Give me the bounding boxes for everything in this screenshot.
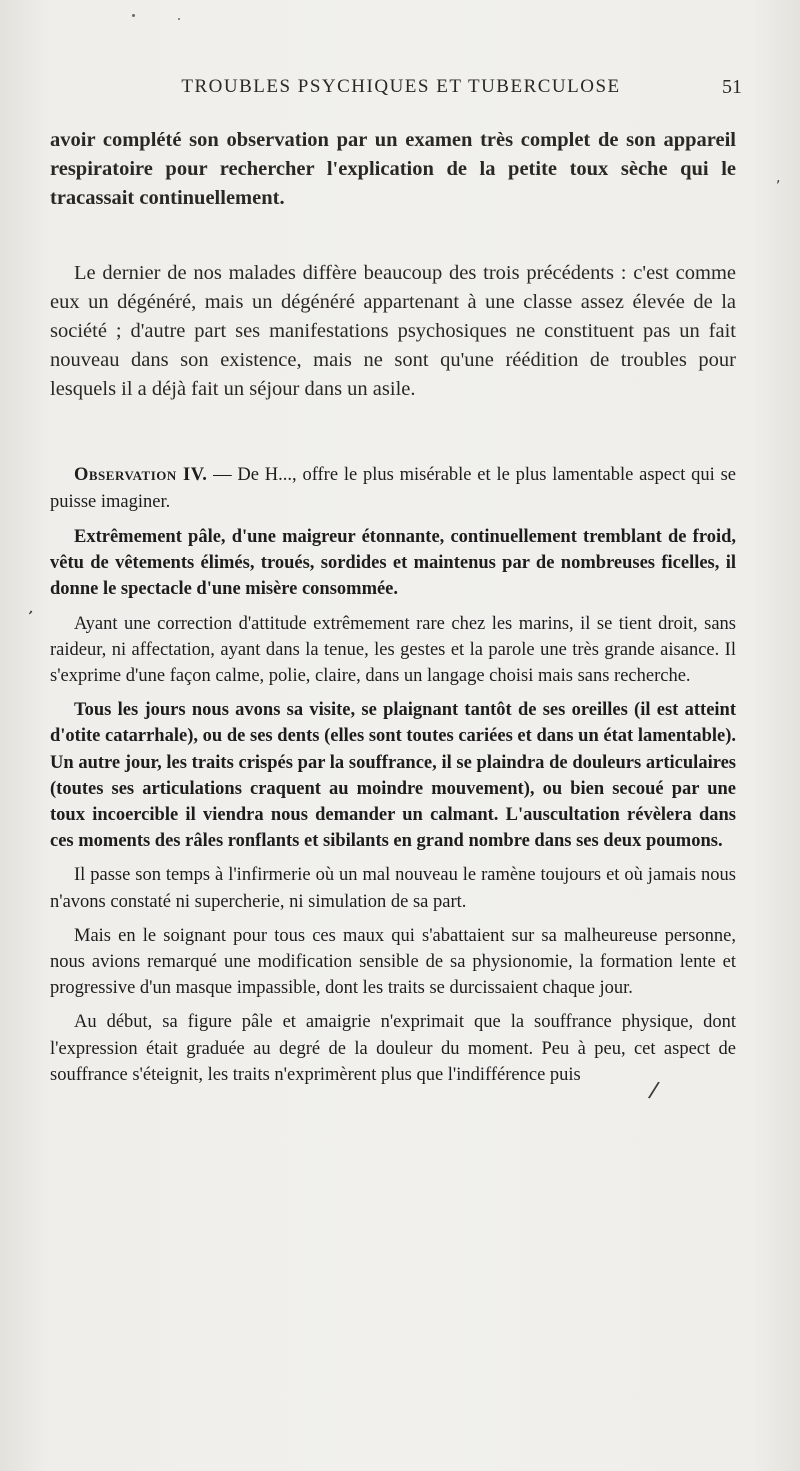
observation-paragraph-complaints: Tous les jours nous avons sa visite, se plaignant tantôt de ses oreilles (il est atteint d'otite catarrhale), ou de ses dents (elles sont toutes cariées et dans un état lamentable). Un autre jour, les traits crispés par la souffrance, il se plaindra de douleurs articulaires (toutes ses articulations craquent au moindre mouvement), ou bien secoué par une toux incoercible il viendra nous demander un calmant. L'auscultation révèlera dans ces moments des râles ronflants et sibilants en grand nombre dans ses deux poumons.	[50, 700, 736, 852]
observation-paragraph-infirmary: Il passe son temps à l'infirmerie où un mal nouveau le ramène toujours et où jamais nous n'avons constaté ni supercherie, ni simulation de sa part.	[50, 865, 736, 912]
pencil-mark: /	[646, 1077, 661, 1104]
page-number: 51	[722, 76, 742, 98]
observation-label: Observation IV.	[74, 465, 208, 485]
observation-paragraph-appearance: Extrêmement pâle, d'une maigreur étonnante, continuellement tremblant de froid, vêtu de vêtements élimés, troués, sordides et maintenus par de nombreuses ficelles, il donne le spectacle d'une misère consommée.	[50, 527, 736, 600]
observation-paragraph-bearing: Ayant une correction d'attitude extrêmement rare chez les marins, il se tient droit, sans raideur, ni affectation, ayant dans la tenue, les gestes et la parole une très grande aisance. Il s'exprime d'une façon calme, polie, claire, dans un langage choisi mais sans recherche.	[50, 613, 736, 687]
running-title: TROUBLES PSYCHIQUES ET TUBERCULOSE	[181, 76, 621, 97]
ink-speck	[132, 14, 135, 17]
paragraph-last-patient: Le dernier de nos malades diffère beaucoup des trois précédents : c'est comme eux un dégénéré, mais un dégénéré appartenant à une classe assez élevée de la société ; d'autre part ses manifestations psychosiques ne constituent pas un fait nouveau dans son existence, mais ne sont qu'une réédition de troubles pour lesquels il a déjà fait un séjour dans un asile.	[50, 262, 736, 400]
pencil-mark: ,	[776, 170, 781, 186]
paragraph-continuation: avoir complété son observation par un examen très complet de son appareil respiratoire pour rechercher l'explication de la petite toux sèche qui le tracassait continuellement.	[50, 129, 736, 209]
observation-intro: — De H..., offre le plus misérable et le plus lamentable aspect qui se puisse imaginer.	[50, 465, 736, 512]
pencil-mark: ,	[26, 597, 39, 618]
observation-paragraph-evolution: Au début, sa figure pâle et amaigrie n'exprimait que la souffrance physique, dont l'expression était graduée au degré de la douleur du moment. Peu à peu, cet aspect de souffrance s'éteignit, les traits n'exprimèrent plus que l'indifférence puis	[50, 1012, 736, 1085]
ink-speck	[178, 18, 180, 20]
observation-paragraph-physiognomy: Mais en le soignant pour tous ces maux qui s'abattaient sur sa malheureuse personne, nous avions remarqué une modification sensible de sa physionomie, la formation lente et progressive d'un masque impassible, dont les traits se durcissaient chaque jour.	[50, 925, 736, 999]
observation-heading	[50, 462, 736, 516]
page-body	[50, 126, 736, 1088]
running-header	[60, 76, 742, 106]
